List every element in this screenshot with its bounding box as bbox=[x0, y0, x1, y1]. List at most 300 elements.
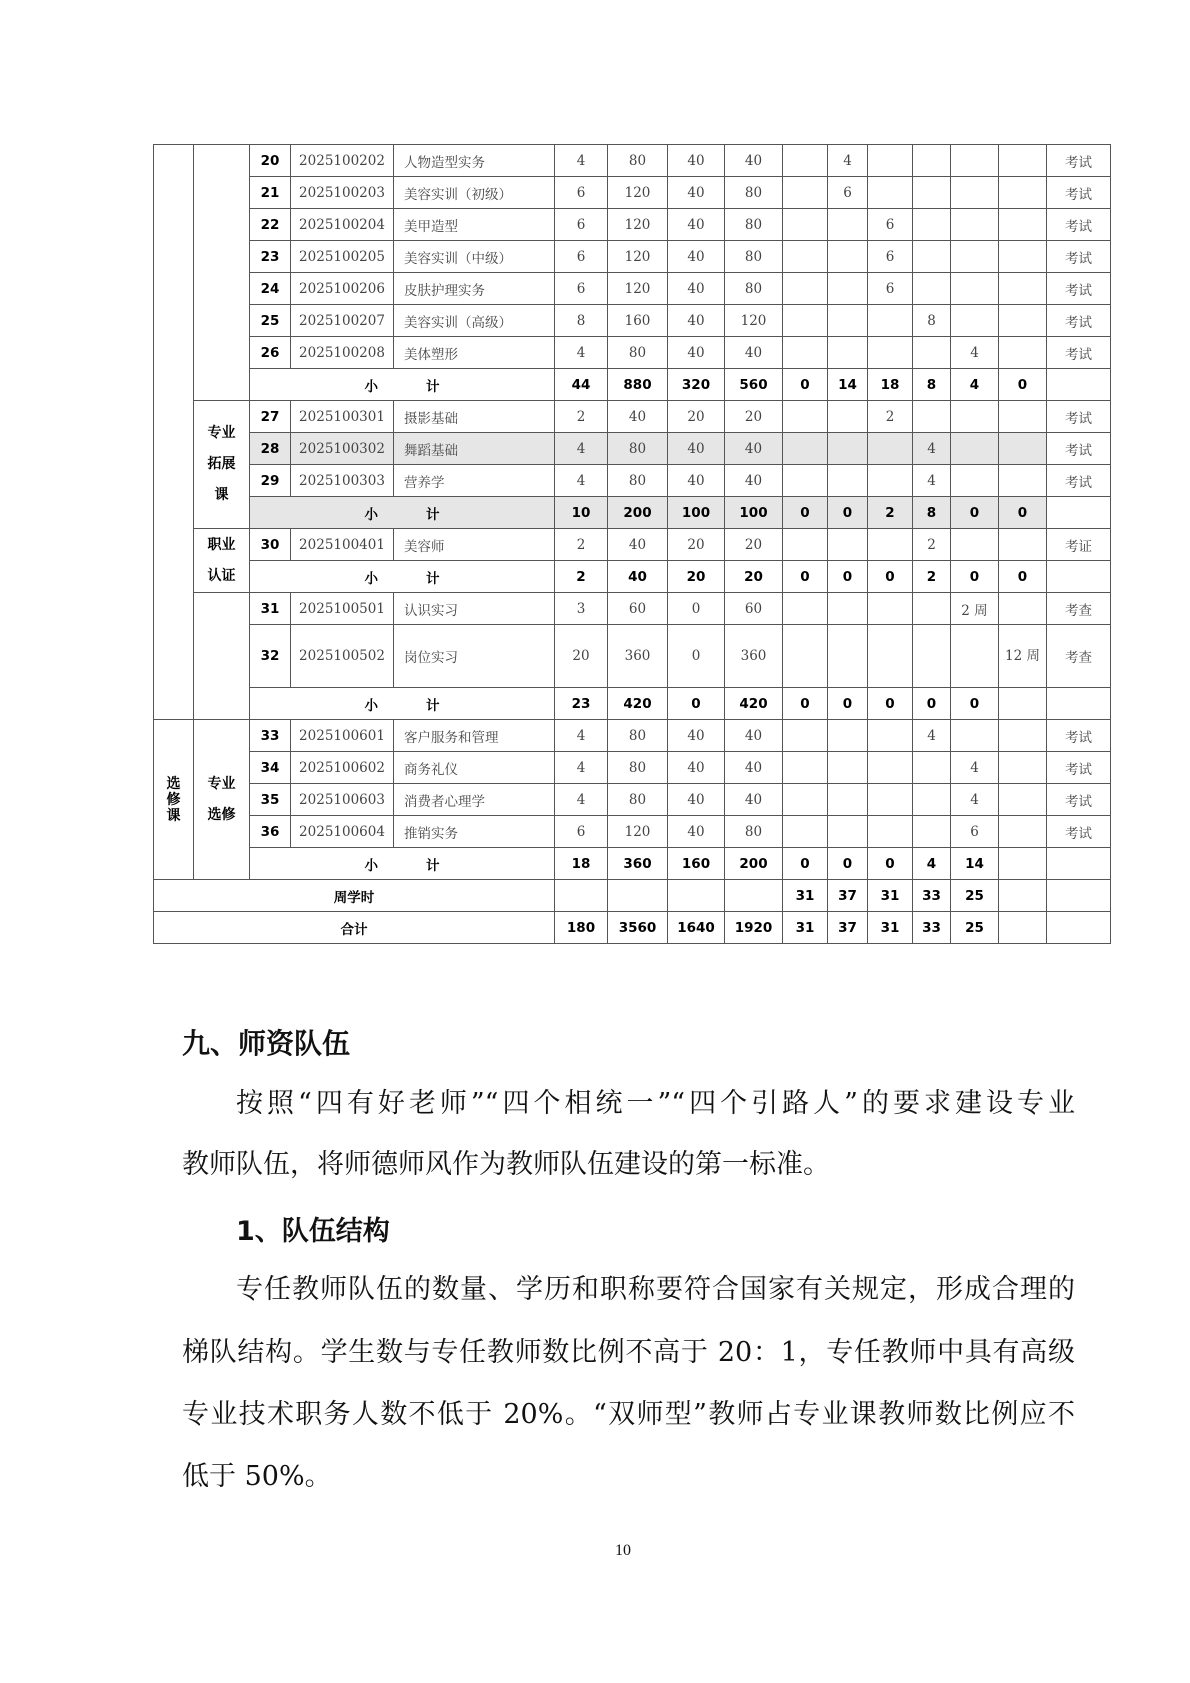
total-hours-cell: 80 bbox=[608, 720, 668, 752]
subtotal-row bbox=[154, 497, 1111, 529]
total-label: 周学时 bbox=[154, 880, 555, 912]
course-row bbox=[154, 465, 1111, 497]
theory-hours-cell: 40 bbox=[668, 273, 725, 305]
semester-3-cell: 0 bbox=[868, 848, 913, 880]
intro-line: 教师队伍，将师德师风作为教师队伍建设的第一标准。 bbox=[182, 1149, 830, 1180]
course-number: 26 bbox=[250, 337, 291, 369]
semester-6-cell bbox=[999, 720, 1047, 752]
semester-5-cell bbox=[951, 401, 999, 433]
semester-1-cell: 31 bbox=[783, 880, 828, 912]
theory-hours-cell: 40 bbox=[668, 816, 725, 848]
semester-3-cell: 18 bbox=[868, 369, 913, 401]
assessment-cell: 考试 bbox=[1047, 305, 1111, 337]
practice-hours-cell: 40 bbox=[725, 433, 783, 465]
subtotal-label bbox=[250, 369, 555, 401]
course-row bbox=[154, 816, 1111, 848]
semester-3-cell bbox=[868, 720, 913, 752]
practice-hours-cell: 80 bbox=[725, 816, 783, 848]
semester-5-cell bbox=[951, 273, 999, 305]
course-number: 32 bbox=[250, 625, 291, 688]
credits-cell: 2 bbox=[555, 529, 608, 561]
assessment-cell bbox=[1047, 497, 1111, 529]
total-hours-cell: 120 bbox=[608, 209, 668, 241]
credits-cell: 3 bbox=[555, 593, 608, 625]
course-number: 25 bbox=[250, 305, 291, 337]
semester-6-cell bbox=[999, 688, 1047, 720]
category-cell-label: 课 bbox=[166, 807, 181, 824]
assessment-cell bbox=[1047, 848, 1111, 880]
semester-1-cell bbox=[783, 816, 828, 848]
credits-cell: 180 bbox=[555, 912, 608, 944]
semester-4-cell: 8 bbox=[913, 497, 951, 529]
subtotal-row bbox=[154, 561, 1111, 593]
sub-heading: 1、队伍结构 bbox=[236, 1216, 390, 1247]
assessment-cell bbox=[1047, 688, 1111, 720]
course-number: 20 bbox=[250, 145, 291, 177]
credits-cell: 2 bbox=[555, 561, 608, 593]
total-hours-cell: 120 bbox=[608, 177, 668, 209]
course-number: 34 bbox=[250, 752, 291, 784]
semester-3-cell: 2 bbox=[868, 401, 913, 433]
course-code: 2025100501 bbox=[291, 593, 394, 625]
credits-cell: 6 bbox=[555, 241, 608, 273]
semester-1-cell bbox=[783, 625, 828, 688]
theory-hours-cell: 100 bbox=[668, 497, 725, 529]
assessment-cell: 考试 bbox=[1047, 816, 1111, 848]
course-row bbox=[154, 720, 1111, 752]
semester-1-cell bbox=[783, 784, 828, 816]
practice-hours-cell: 1920 bbox=[725, 912, 783, 944]
assessment-cell: 考试 bbox=[1047, 752, 1111, 784]
credits-cell: 18 bbox=[555, 848, 608, 880]
course-name: 商务礼仪 bbox=[394, 752, 555, 784]
subcategory-cell bbox=[194, 720, 250, 880]
semester-3-cell bbox=[868, 465, 913, 497]
subcategory-cell-label: 专业 bbox=[207, 425, 236, 441]
assessment-cell: 考试 bbox=[1047, 209, 1111, 241]
semester-6-cell bbox=[999, 145, 1047, 177]
semester-4-cell: 4 bbox=[913, 720, 951, 752]
semester-2-cell bbox=[828, 816, 868, 848]
total-hours-cell: 200 bbox=[608, 497, 668, 529]
total-hours-cell: 3560 bbox=[608, 912, 668, 944]
practice-hours-cell: 40 bbox=[725, 784, 783, 816]
semester-4-cell: 4 bbox=[913, 465, 951, 497]
semester-2-cell bbox=[828, 209, 868, 241]
semester-2-cell: 14 bbox=[828, 369, 868, 401]
semester-3-cell: 31 bbox=[868, 912, 913, 944]
total-hours-cell: 80 bbox=[608, 784, 668, 816]
semester-1-cell: 0 bbox=[783, 369, 828, 401]
assessment-cell: 考查 bbox=[1047, 593, 1111, 625]
subcategory-cell bbox=[194, 145, 250, 401]
credits-cell: 4 bbox=[555, 720, 608, 752]
semester-5-cell: 0 bbox=[951, 561, 999, 593]
semester-3-cell bbox=[868, 816, 913, 848]
semester-4-cell bbox=[913, 273, 951, 305]
semester-1-cell bbox=[783, 529, 828, 561]
course-row bbox=[154, 752, 1111, 784]
semester-4-cell: 2 bbox=[913, 561, 951, 593]
semester-5-cell: 4 bbox=[951, 752, 999, 784]
semester-3-cell: 6 bbox=[868, 241, 913, 273]
subtotal-label-a: 小 bbox=[364, 506, 378, 523]
theory-hours-cell: 1640 bbox=[668, 912, 725, 944]
course-row bbox=[154, 177, 1111, 209]
semester-6-cell: 0 bbox=[999, 561, 1047, 593]
total-hours-cell: 80 bbox=[608, 752, 668, 784]
semester-5-cell bbox=[951, 305, 999, 337]
semester-6-cell bbox=[999, 465, 1047, 497]
semester-2-cell bbox=[828, 273, 868, 305]
semester-3-cell: 6 bbox=[868, 273, 913, 305]
semester-5-cell: 25 bbox=[951, 912, 999, 944]
semester-1-cell bbox=[783, 337, 828, 369]
course-code: 2025100205 bbox=[291, 241, 394, 273]
practice-hours-cell: 80 bbox=[725, 209, 783, 241]
semester-6-cell bbox=[999, 529, 1047, 561]
semester-4-cell bbox=[913, 593, 951, 625]
body-line: 专任教师队伍的数量、学历和职称要符合国家有关规定，形成合理的 bbox=[236, 1274, 1075, 1305]
subtotal-row bbox=[154, 848, 1111, 880]
semester-5-cell: 25 bbox=[951, 880, 999, 912]
semester-3-cell: 6 bbox=[868, 209, 913, 241]
practice-hours-cell: 80 bbox=[725, 177, 783, 209]
course-row bbox=[154, 401, 1111, 433]
credits-cell: 23 bbox=[555, 688, 608, 720]
semester-6-cell bbox=[999, 912, 1047, 944]
semester-6-cell bbox=[999, 433, 1047, 465]
semester-2-cell: 37 bbox=[828, 880, 868, 912]
assessment-cell: 考试 bbox=[1047, 273, 1111, 305]
semester-6-cell: 12 周 bbox=[999, 625, 1047, 688]
credits-cell: 6 bbox=[555, 273, 608, 305]
course-row bbox=[154, 593, 1111, 625]
total-hours-cell: 120 bbox=[608, 816, 668, 848]
semester-3-cell bbox=[868, 145, 913, 177]
subcategory-cell-label: 选修 bbox=[207, 806, 236, 823]
total-hours-cell: 60 bbox=[608, 593, 668, 625]
subcategory-cell-label: 拓展 bbox=[207, 456, 236, 472]
semester-1-cell bbox=[783, 593, 828, 625]
course-name: 美体塑形 bbox=[394, 337, 555, 369]
theory-hours-cell: 40 bbox=[668, 209, 725, 241]
course-row bbox=[154, 433, 1111, 465]
assessment-cell: 考试 bbox=[1047, 401, 1111, 433]
credits-cell: 10 bbox=[555, 497, 608, 529]
total-hours-cell: 40 bbox=[608, 561, 668, 593]
theory-hours-cell: 0 bbox=[668, 625, 725, 688]
practice-hours-cell: 200 bbox=[725, 848, 783, 880]
practice-hours-cell: 40 bbox=[725, 465, 783, 497]
semester-4-cell bbox=[913, 625, 951, 688]
theory-hours-cell: 160 bbox=[668, 848, 725, 880]
semester-3-cell bbox=[868, 593, 913, 625]
credits-cell: 4 bbox=[555, 145, 608, 177]
assessment-cell: 考试 bbox=[1047, 433, 1111, 465]
assessment-cell bbox=[1047, 912, 1111, 944]
semester-2-cell bbox=[828, 433, 868, 465]
semester-3-cell bbox=[868, 433, 913, 465]
semester-4-cell bbox=[913, 177, 951, 209]
assessment-cell: 考试 bbox=[1047, 465, 1111, 497]
credits-cell: 4 bbox=[555, 433, 608, 465]
semester-4-cell: 4 bbox=[913, 433, 951, 465]
course-name: 人物造型实务 bbox=[394, 145, 555, 177]
course-number: 28 bbox=[250, 433, 291, 465]
subtotal-label bbox=[250, 561, 555, 593]
course-code: 2025100502 bbox=[291, 625, 394, 688]
course-code: 2025100303 bbox=[291, 465, 394, 497]
category-cell-label: 选 bbox=[166, 775, 181, 792]
theory-hours-cell bbox=[668, 880, 725, 912]
course-code: 2025100202 bbox=[291, 145, 394, 177]
assessment-cell bbox=[1047, 880, 1111, 912]
semester-2-cell: 4 bbox=[828, 145, 868, 177]
subtotal-row bbox=[154, 688, 1111, 720]
semester-4-cell bbox=[913, 752, 951, 784]
practice-hours-cell: 40 bbox=[725, 337, 783, 369]
semester-3-cell bbox=[868, 625, 913, 688]
category-cell-label: 修 bbox=[166, 791, 181, 808]
semester-6-cell bbox=[999, 816, 1047, 848]
semester-6-cell bbox=[999, 337, 1047, 369]
semester-4-cell: 33 bbox=[913, 912, 951, 944]
curriculum-plan-table bbox=[153, 144, 1111, 944]
course-name: 皮肤护理实务 bbox=[394, 273, 555, 305]
course-row bbox=[154, 209, 1111, 241]
semester-6-cell bbox=[999, 784, 1047, 816]
semester-5-cell bbox=[951, 529, 999, 561]
semester-5-cell bbox=[951, 241, 999, 273]
course-row bbox=[154, 529, 1111, 561]
total-hours-cell: 40 bbox=[608, 401, 668, 433]
semester-1-cell bbox=[783, 720, 828, 752]
total-hours-cell: 40 bbox=[608, 529, 668, 561]
theory-hours-cell: 0 bbox=[668, 688, 725, 720]
semester-2-cell bbox=[828, 625, 868, 688]
total-hours-cell: 360 bbox=[608, 625, 668, 688]
subcategory-cell-label: 专业 bbox=[207, 775, 236, 792]
semester-2-cell bbox=[828, 784, 868, 816]
semester-1-cell: 0 bbox=[783, 561, 828, 593]
credits-cell bbox=[555, 880, 608, 912]
semester-4-cell: 8 bbox=[913, 305, 951, 337]
credits-cell: 6 bbox=[555, 177, 608, 209]
semester-2-cell: 6 bbox=[828, 177, 868, 209]
assessment-cell: 考试 bbox=[1047, 241, 1111, 273]
course-row bbox=[154, 337, 1111, 369]
course-number: 36 bbox=[250, 816, 291, 848]
course-name: 客户服务和管理 bbox=[394, 720, 555, 752]
course-code: 2025100601 bbox=[291, 720, 394, 752]
course-name: 认识实习 bbox=[394, 593, 555, 625]
course-row bbox=[154, 145, 1111, 177]
subcategory-cell-label: 认证 bbox=[207, 567, 236, 584]
subtotal-row bbox=[154, 369, 1111, 401]
theory-hours-cell: 40 bbox=[668, 337, 725, 369]
practice-hours-cell: 80 bbox=[725, 273, 783, 305]
subcategory-cell-label: 课 bbox=[214, 487, 229, 503]
total-row bbox=[154, 880, 1111, 912]
course-code: 2025100301 bbox=[291, 401, 394, 433]
semester-4-cell: 4 bbox=[913, 848, 951, 880]
semester-1-cell bbox=[783, 241, 828, 273]
semester-6-cell bbox=[999, 752, 1047, 784]
semester-3-cell bbox=[868, 337, 913, 369]
practice-hours-cell: 20 bbox=[725, 561, 783, 593]
assessment-cell: 考试 bbox=[1047, 337, 1111, 369]
course-row bbox=[154, 241, 1111, 273]
semester-2-cell bbox=[828, 337, 868, 369]
course-code: 2025100603 bbox=[291, 784, 394, 816]
subtotal-label-b: 计 bbox=[426, 570, 440, 587]
total-hours-cell: 80 bbox=[608, 433, 668, 465]
total-hours-cell: 420 bbox=[608, 688, 668, 720]
assessment-cell: 考试 bbox=[1047, 784, 1111, 816]
semester-6-cell: 0 bbox=[999, 369, 1047, 401]
semester-4-cell: 8 bbox=[913, 369, 951, 401]
practice-hours-cell: 20 bbox=[725, 401, 783, 433]
semester-1-cell bbox=[783, 465, 828, 497]
course-number: 31 bbox=[250, 593, 291, 625]
credits-cell: 6 bbox=[555, 816, 608, 848]
semester-2-cell bbox=[828, 720, 868, 752]
semester-5-cell: 0 bbox=[951, 497, 999, 529]
section-heading: 九、师资队伍 bbox=[182, 1027, 351, 1060]
semester-1-cell: 0 bbox=[783, 848, 828, 880]
semester-3-cell: 0 bbox=[868, 688, 913, 720]
course-code: 2025100207 bbox=[291, 305, 394, 337]
course-name: 美容实训（初级） bbox=[394, 177, 555, 209]
semester-3-cell: 0 bbox=[868, 561, 913, 593]
category-cell bbox=[154, 720, 194, 880]
semester-5-cell: 4 bbox=[951, 369, 999, 401]
credits-cell: 4 bbox=[555, 784, 608, 816]
subtotal-label-b: 计 bbox=[426, 697, 440, 714]
subtotal-label-a: 小 bbox=[364, 697, 378, 714]
semester-5-cell bbox=[951, 465, 999, 497]
theory-hours-cell: 40 bbox=[668, 241, 725, 273]
theory-hours-cell: 40 bbox=[668, 752, 725, 784]
semester-1-cell bbox=[783, 273, 828, 305]
semester-3-cell bbox=[868, 305, 913, 337]
course-name: 美甲造型 bbox=[394, 209, 555, 241]
subtotal-label-b: 计 bbox=[426, 506, 440, 523]
practice-hours-cell: 40 bbox=[725, 720, 783, 752]
semester-2-cell bbox=[828, 593, 868, 625]
theory-hours-cell: 40 bbox=[668, 720, 725, 752]
course-name: 美容实训（高级） bbox=[394, 305, 555, 337]
semester-2-cell: 0 bbox=[828, 561, 868, 593]
practice-hours-cell: 80 bbox=[725, 241, 783, 273]
total-hours-cell: 120 bbox=[608, 241, 668, 273]
semester-4-cell bbox=[913, 145, 951, 177]
course-row bbox=[154, 273, 1111, 305]
semester-6-cell bbox=[999, 177, 1047, 209]
course-row bbox=[154, 784, 1111, 816]
semester-1-cell: 0 bbox=[783, 497, 828, 529]
semester-4-cell bbox=[913, 241, 951, 273]
subcategory-cell-label: 职业 bbox=[207, 536, 236, 553]
semester-1-cell bbox=[783, 305, 828, 337]
course-code: 2025100602 bbox=[291, 752, 394, 784]
semester-5-cell bbox=[951, 433, 999, 465]
total-hours-cell: 160 bbox=[608, 305, 668, 337]
semester-2-cell bbox=[828, 305, 868, 337]
semester-1-cell bbox=[783, 177, 828, 209]
total-hours-cell: 360 bbox=[608, 848, 668, 880]
subtotal-label bbox=[250, 688, 555, 720]
course-number: 24 bbox=[250, 273, 291, 305]
semester-2-cell: 0 bbox=[828, 688, 868, 720]
total-hours-cell bbox=[608, 880, 668, 912]
theory-hours-cell: 40 bbox=[668, 433, 725, 465]
practice-hours-cell: 560 bbox=[725, 369, 783, 401]
theory-hours-cell: 40 bbox=[668, 177, 725, 209]
theory-hours-cell: 20 bbox=[668, 401, 725, 433]
theory-hours-cell: 20 bbox=[668, 529, 725, 561]
semester-1-cell: 0 bbox=[783, 688, 828, 720]
assessment-cell: 考试 bbox=[1047, 145, 1111, 177]
semester-5-cell: 6 bbox=[951, 816, 999, 848]
practice-hours-cell: 420 bbox=[725, 688, 783, 720]
credits-cell: 44 bbox=[555, 369, 608, 401]
assessment-cell: 考查 bbox=[1047, 625, 1111, 688]
subtotal-label-b: 计 bbox=[426, 378, 440, 395]
semester-5-cell: 4 bbox=[951, 337, 999, 369]
semester-6-cell bbox=[999, 401, 1047, 433]
practice-hours-cell: 60 bbox=[725, 593, 783, 625]
semester-2-cell bbox=[828, 401, 868, 433]
course-number: 27 bbox=[250, 401, 291, 433]
course-code: 2025100203 bbox=[291, 177, 394, 209]
course-number: 30 bbox=[250, 529, 291, 561]
practice-hours-cell: 120 bbox=[725, 305, 783, 337]
subtotal-label bbox=[250, 497, 555, 529]
body-line: 梯队结构。学生数与专任教师数比例不高于 20：1，专任教师中具有高级 bbox=[182, 1337, 1075, 1368]
subtotal-label-b: 计 bbox=[426, 857, 440, 874]
practice-hours-cell: 20 bbox=[725, 529, 783, 561]
assessment-cell: 考试 bbox=[1047, 177, 1111, 209]
course-name: 摄影基础 bbox=[394, 401, 555, 433]
body-line: 专业技术职务人数不低于 20%。“双师型”教师占专业课教师数比例应不 bbox=[182, 1399, 1075, 1430]
practice-hours-cell: 40 bbox=[725, 145, 783, 177]
assessment-cell: 考试 bbox=[1047, 720, 1111, 752]
total-label: 合计 bbox=[154, 912, 555, 944]
semester-3-cell bbox=[868, 177, 913, 209]
semester-1-cell bbox=[783, 401, 828, 433]
semester-1-cell bbox=[783, 209, 828, 241]
semester-6-cell bbox=[999, 593, 1047, 625]
semester-2-cell bbox=[828, 241, 868, 273]
course-name: 美容实训（中级） bbox=[394, 241, 555, 273]
subtotal-label-a: 小 bbox=[364, 378, 378, 395]
semester-4-cell bbox=[913, 401, 951, 433]
total-hours-cell: 80 bbox=[608, 337, 668, 369]
theory-hours-cell: 40 bbox=[668, 305, 725, 337]
page-number: 10 bbox=[615, 1542, 631, 1559]
assessment-cell bbox=[1047, 369, 1111, 401]
course-name: 美容师 bbox=[394, 529, 555, 561]
semester-6-cell bbox=[999, 848, 1047, 880]
subtotal-label-a: 小 bbox=[364, 857, 378, 874]
course-row bbox=[154, 625, 1111, 688]
total-row bbox=[154, 912, 1111, 944]
semester-2-cell bbox=[828, 465, 868, 497]
course-number: 33 bbox=[250, 720, 291, 752]
semester-5-cell bbox=[951, 177, 999, 209]
